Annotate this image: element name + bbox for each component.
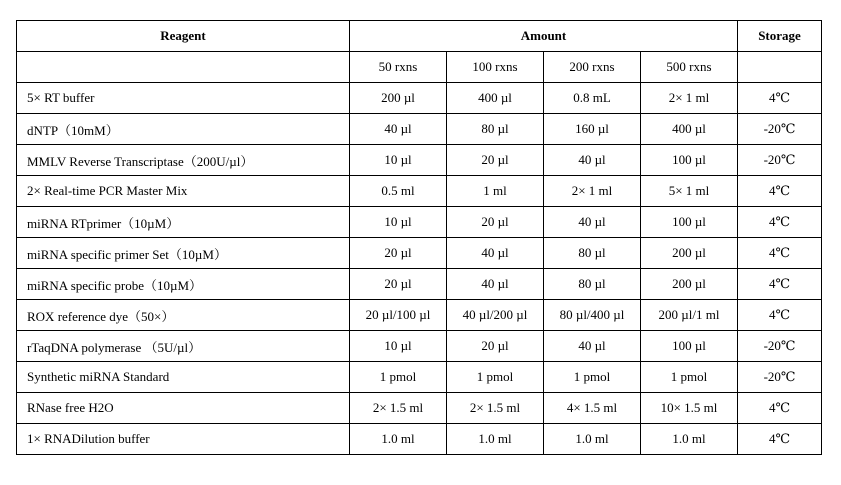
amount-200-rxns: 80 µl <box>544 269 641 300</box>
reagent-name: ROX reference dye（50×） <box>17 300 350 331</box>
storage-temp: 4℃ <box>738 424 822 455</box>
amount-500-rxns: 200 µl <box>641 238 738 269</box>
table-row <box>17 331 822 362</box>
amount-200-rxns: 4× 1.5 ml <box>544 393 641 424</box>
subheader-100-rxns: 100 rxns <box>447 52 544 83</box>
amount-200-rxns: 80 µl <box>544 238 641 269</box>
amount-200-rxns: 0.8 mL <box>544 83 641 114</box>
amount-500-rxns: 200 µl/1 ml <box>641 300 738 331</box>
amount-500-rxns: 400 µl <box>641 114 738 145</box>
amount-50-rxns: 10 µl <box>350 207 447 238</box>
subheader-empty-storage <box>738 52 822 83</box>
amount-200-rxns: 1 pmol <box>544 362 641 393</box>
amount-200-rxns: 80 µl/400 µl <box>544 300 641 331</box>
table-row <box>17 300 822 331</box>
amount-500-rxns: 100 µl <box>641 207 738 238</box>
amount-50-rxns: 2× 1.5 ml <box>350 393 447 424</box>
reagent-name: rTaqDNA polymerase （5U/µl） <box>17 331 350 362</box>
reagent-name: miRNA specific probe（10µM） <box>17 269 350 300</box>
amount-100-rxns: 2× 1.5 ml <box>447 393 544 424</box>
amount-100-rxns: 40 µl/200 µl <box>447 300 544 331</box>
table-row <box>17 393 822 424</box>
table-row <box>17 114 822 145</box>
amount-500-rxns: 5× 1 ml <box>641 176 738 207</box>
amount-500-rxns: 1 pmol <box>641 362 738 393</box>
reagent-name: 5× RT buffer <box>17 83 350 114</box>
reagent-table <box>16 20 822 455</box>
header-amount: Amount <box>350 21 738 52</box>
storage-temp: -20℃ <box>738 331 822 362</box>
reagent-name: miRNA RTprimer（10µM） <box>17 207 350 238</box>
storage-temp: -20℃ <box>738 145 822 176</box>
amount-200-rxns: 1.0 ml <box>544 424 641 455</box>
reagent-name: 1× RNADilution buffer <box>17 424 350 455</box>
storage-temp: -20℃ <box>738 362 822 393</box>
amount-50-rxns: 1.0 ml <box>350 424 447 455</box>
amount-100-rxns: 20 µl <box>447 207 544 238</box>
storage-temp: -20℃ <box>738 114 822 145</box>
storage-temp: 4℃ <box>738 176 822 207</box>
header-row <box>17 21 822 52</box>
storage-temp: 4℃ <box>738 269 822 300</box>
storage-temp: 4℃ <box>738 300 822 331</box>
subheader-500-rxns: 500 rxns <box>641 52 738 83</box>
amount-500-rxns: 2× 1 ml <box>641 83 738 114</box>
storage-temp: 4℃ <box>738 83 822 114</box>
amount-200-rxns: 160 µl <box>544 114 641 145</box>
amount-200-rxns: 2× 1 ml <box>544 176 641 207</box>
reagent-name: Synthetic miRNA Standard <box>17 362 350 393</box>
amount-50-rxns: 200 µl <box>350 83 447 114</box>
subheader-empty <box>17 52 350 83</box>
table-row <box>17 424 822 455</box>
reagent-name: 2× Real-time PCR Master Mix <box>17 176 350 207</box>
amount-500-rxns: 100 µl <box>641 145 738 176</box>
reagent-name: MMLV Reverse Transcriptase（200U/µl） <box>17 145 350 176</box>
amount-100-rxns: 1.0 ml <box>447 424 544 455</box>
table-row <box>17 176 822 207</box>
amount-50-rxns: 40 µl <box>350 114 447 145</box>
table-row <box>17 207 822 238</box>
amount-50-rxns: 1 pmol <box>350 362 447 393</box>
amount-200-rxns: 40 µl <box>544 207 641 238</box>
amount-100-rxns: 80 µl <box>447 114 544 145</box>
storage-temp: 4℃ <box>738 207 822 238</box>
amount-500-rxns: 10× 1.5 ml <box>641 393 738 424</box>
amount-100-rxns: 40 µl <box>447 238 544 269</box>
amount-500-rxns: 200 µl <box>641 269 738 300</box>
table-row <box>17 238 822 269</box>
table-row <box>17 145 822 176</box>
reagent-name: RNase free H2O <box>17 393 350 424</box>
amount-100-rxns: 1 ml <box>447 176 544 207</box>
amount-100-rxns: 20 µl <box>447 145 544 176</box>
amount-100-rxns: 20 µl <box>447 331 544 362</box>
amount-100-rxns: 40 µl <box>447 269 544 300</box>
amount-200-rxns: 40 µl <box>544 145 641 176</box>
subheader-200-rxns: 200 rxns <box>544 52 641 83</box>
reagent-name: miRNA specific primer Set（10µM） <box>17 238 350 269</box>
subheader-row <box>17 52 822 83</box>
amount-50-rxns: 0.5 ml <box>350 176 447 207</box>
table-row <box>17 362 822 393</box>
header-storage: Storage <box>738 21 822 52</box>
storage-temp: 4℃ <box>738 238 822 269</box>
subheader-50-rxns: 50 rxns <box>350 52 447 83</box>
amount-50-rxns: 10 µl <box>350 331 447 362</box>
amount-500-rxns: 1.0 ml <box>641 424 738 455</box>
amount-50-rxns: 20 µl/100 µl <box>350 300 447 331</box>
amount-500-rxns: 100 µl <box>641 331 738 362</box>
storage-temp: 4℃ <box>738 393 822 424</box>
reagent-name: dNTP（10mM） <box>17 114 350 145</box>
amount-50-rxns: 20 µl <box>350 238 447 269</box>
table-row <box>17 269 822 300</box>
amount-200-rxns: 40 µl <box>544 331 641 362</box>
amount-100-rxns: 400 µl <box>447 83 544 114</box>
amount-100-rxns: 1 pmol <box>447 362 544 393</box>
table-row <box>17 83 822 114</box>
header-reagent: Reagent <box>17 21 350 52</box>
amount-50-rxns: 20 µl <box>350 269 447 300</box>
amount-50-rxns: 10 µl <box>350 145 447 176</box>
